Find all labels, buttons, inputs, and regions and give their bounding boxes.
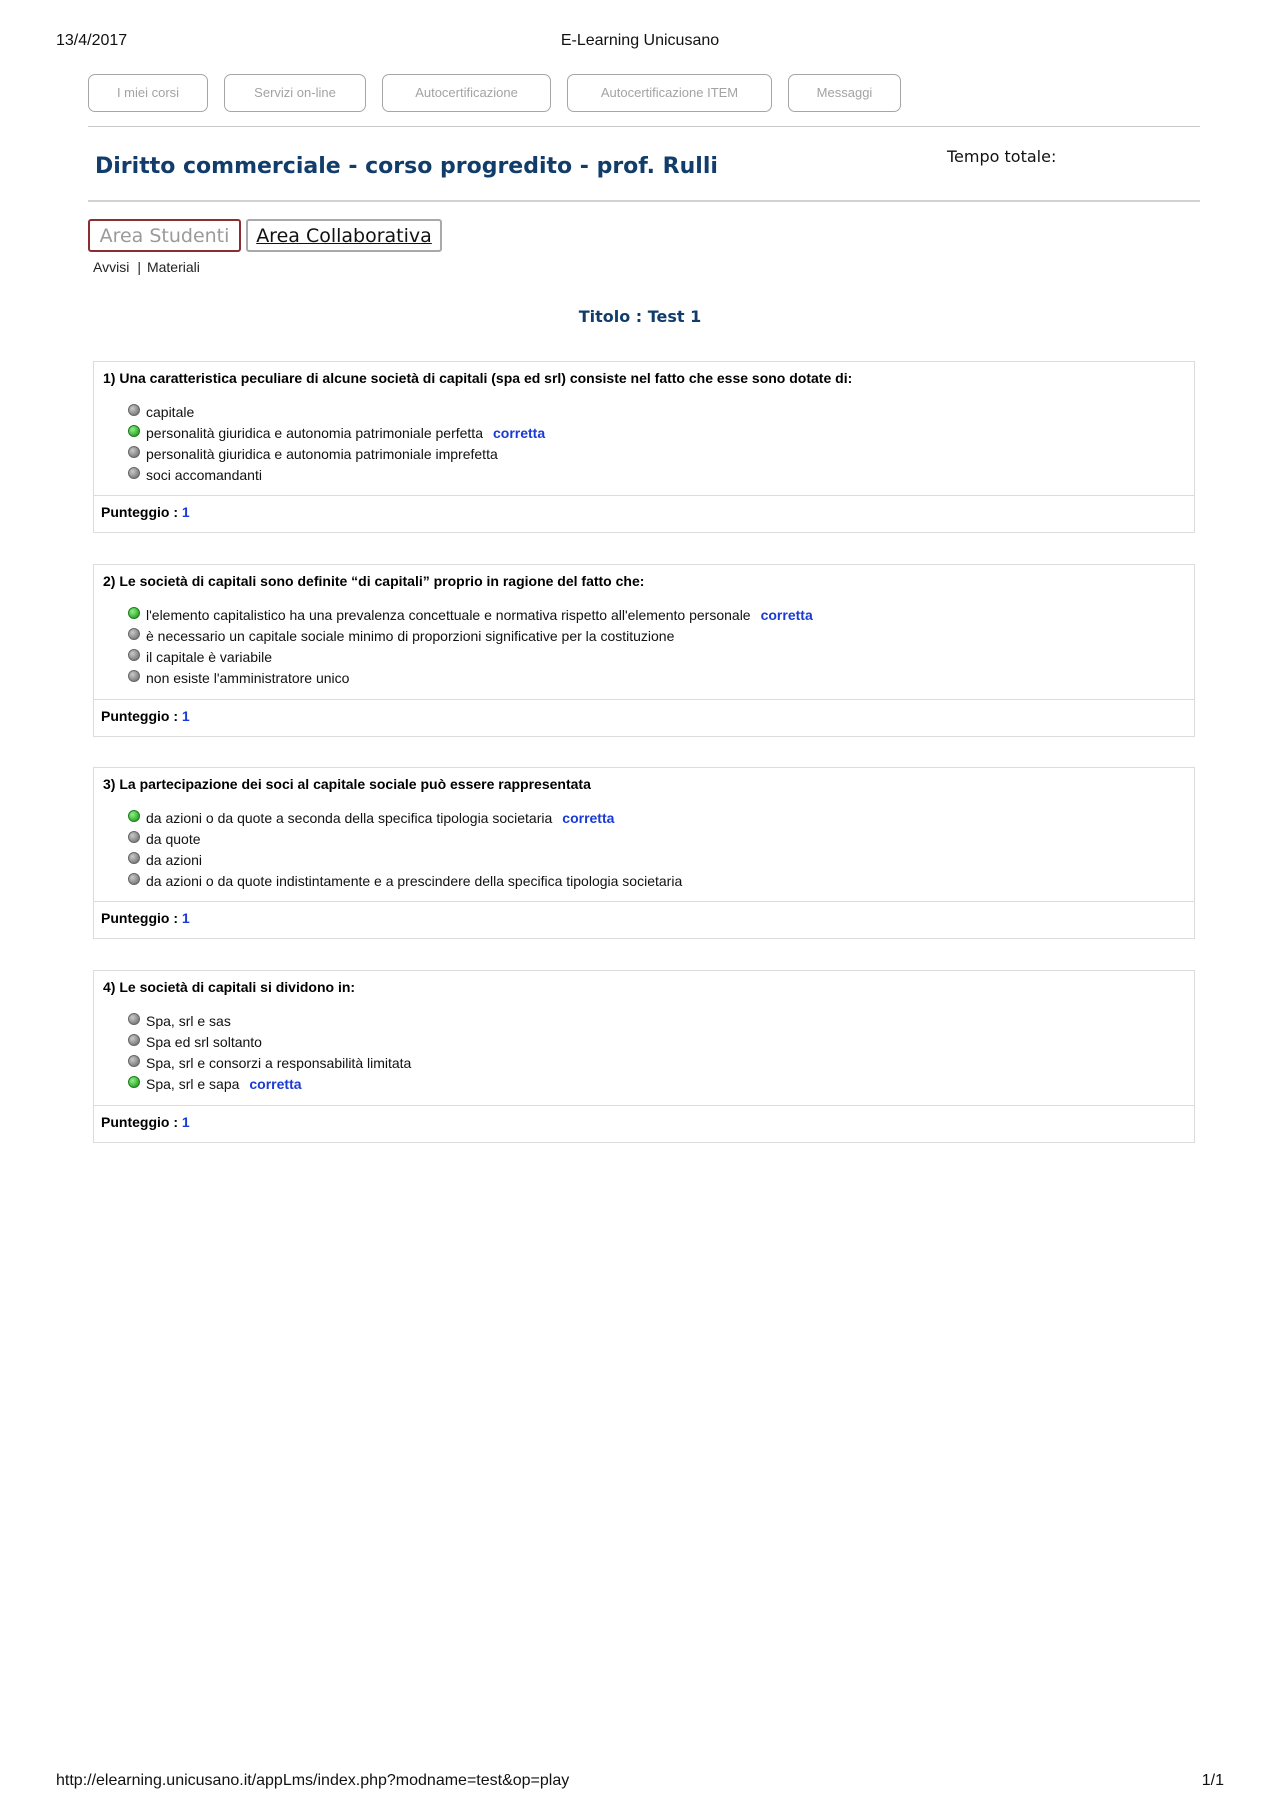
subnav-materiali-link[interactable]: Materiali [146,259,200,275]
answer-text: capitale [146,404,195,420]
area-studenti-button[interactable]: Area Studenti [88,219,241,252]
score-label: Punteggio : [101,1114,178,1130]
answer-text: il capitale è variabile [146,649,273,665]
answer-item [128,423,545,444]
nav-tab-autocertificazione-item[interactable]: Autocertificazione ITEM [567,74,772,112]
sub-nav [93,259,200,275]
answer-dot-icon [128,467,140,479]
answer-text: Spa, srl e consorzi a responsabilità limitata [146,1055,412,1071]
answer-item [128,829,682,850]
print-footer [56,1772,1224,1792]
area-collaborativa-button[interactable]: Area Collaborativa [246,219,442,252]
answer-text: l'elemento capitalistico ha una prevalenza concettuale e normativa rispetto all'elemento personale [146,607,751,623]
answer-text: Spa, srl e sas [146,1013,231,1029]
answer-item [128,850,682,871]
nav-tab-servizi-online[interactable]: Servizi on-line [224,74,366,112]
question-text: 2) Le società di capitali sono definite “di capitali” proprio in ragione del fatto che: [103,573,645,589]
answer-list [128,605,813,689]
score-row [94,901,1194,938]
header-divider [88,200,1200,202]
score-row [94,699,1194,736]
test-title: Titolo : Test 1 [578,307,702,326]
answer-dot-icon [128,649,140,661]
answer-list [128,402,545,486]
corretta-label: corretta [249,1076,302,1092]
corretta-label: corretta [562,810,615,826]
answer-dot-icon [128,873,140,885]
answer-item [128,871,682,892]
answer-text: è necessario un capitale sociale minimo di proporzioni significative per la costituzione [146,628,675,644]
print-page-number: 1/1 [1201,1772,1224,1789]
answer-item [128,626,813,647]
corretta-label: corretta [492,425,546,441]
answer-text: da azioni [146,852,203,868]
nav-tab-miei-corsi[interactable]: I miei corsi [88,74,208,112]
print-date: 13/4/2017 [56,32,128,49]
answer-dot-icon [128,670,140,682]
question-text: 3) La partecipazione dei soci al capitale sociale può essere rappresentata [103,776,591,792]
answer-text: non esiste l'amministratore unico [146,670,350,686]
answer-text: Spa ed srl soltanto [146,1034,262,1050]
correct-answer-dot-icon [128,1076,140,1088]
score-row [94,1105,1194,1142]
score-row [94,495,1194,532]
answer-text: da quote [146,831,201,847]
answer-item [128,1032,411,1053]
nav-tab-messaggi[interactable]: Messaggi [788,74,901,112]
correct-answer-dot-icon [128,425,140,437]
question-block [93,361,1195,533]
subnav-avvisi-link[interactable]: Avvisi [93,259,130,275]
answer-item [128,1053,411,1074]
answer-list [128,808,682,892]
answer-list [128,1011,411,1095]
print-page-title: E-Learning Unicusano [560,32,720,49]
score-value: 1 [181,504,190,520]
answer-dot-icon [128,628,140,640]
correct-answer-dot-icon [128,810,140,822]
tempo-totale-label: Tempo totale: [947,147,1057,166]
answer-dot-icon [128,831,140,843]
print-header [56,32,1224,52]
answer-dot-icon [128,404,140,416]
score-label: Punteggio : [101,708,178,724]
score-value: 1 [181,708,190,724]
answer-item [128,605,813,626]
answer-dot-icon [128,852,140,864]
answer-text: soci accomandanti [146,467,262,483]
score-value: 1 [181,1114,190,1130]
nav-tab-autocertificazione[interactable]: Autocertificazione [382,74,551,112]
answer-dot-icon [128,1034,140,1046]
answer-text: personalità giuridica e autonomia patrimoniale perfetta [146,425,483,441]
answer-item [128,465,545,486]
correct-answer-dot-icon [128,607,140,619]
answer-text: Spa, srl e sapa [146,1076,240,1092]
question-block [93,767,1195,939]
top-nav [88,72,1200,127]
answer-dot-icon [128,446,140,458]
answer-item [128,444,545,465]
question-text: 1) Una caratteristica peculiare di alcune società di capitali (spa ed srl) consiste nel fatto che esse sono dotate di: [103,370,853,386]
answer-text: personalità giuridica e autonomia patrimoniale imprefetta [146,446,498,462]
subnav-separator: | [137,259,141,275]
course-title: Diritto commerciale - corso progredito - prof. Rulli [95,154,718,179]
answer-item [128,1011,411,1032]
answer-dot-icon [128,1013,140,1025]
corretta-label: corretta [760,607,813,623]
answer-item [128,668,813,689]
answer-dot-icon [128,1055,140,1067]
question-block [93,970,1195,1143]
print-url: http://elearning.unicusano.it/appLms/index.php?modname=test&op=play [56,1772,570,1789]
question-block [93,564,1195,737]
answer-text: da azioni o da quote a seconda della specifica tipologia societaria [146,810,553,826]
answer-item [128,402,545,423]
question-text: 4) Le società di capitali si dividono in: [103,979,356,995]
answer-item [128,1074,411,1095]
score-label: Punteggio : [101,910,178,926]
score-value: 1 [181,910,190,926]
answer-item [128,808,682,829]
score-label: Punteggio : [101,504,178,520]
answer-text: da azioni o da quote indistintamente e a prescindere della specifica tipologia societaria [146,873,683,889]
answer-item [128,647,813,668]
